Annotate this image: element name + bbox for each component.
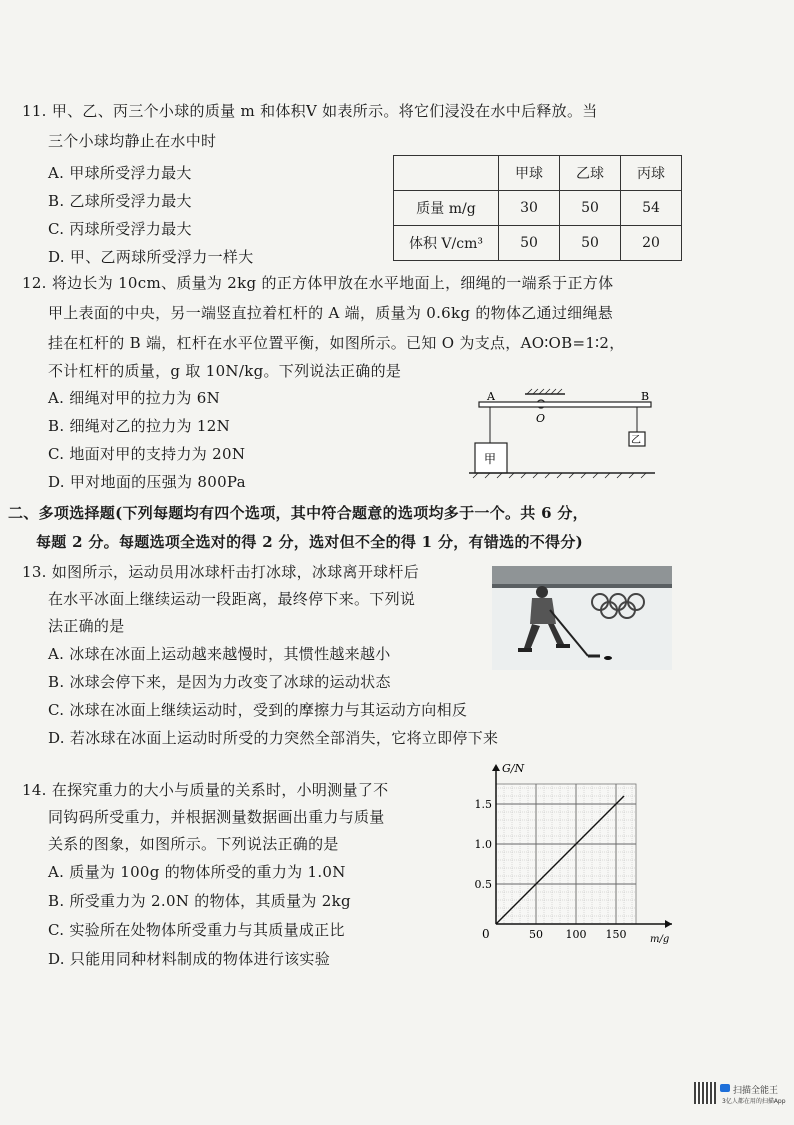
label-yi: 乙 (631, 435, 641, 446)
label-a: A (487, 390, 495, 403)
puck-icon (604, 656, 612, 660)
q11-data-table (393, 155, 682, 261)
label-jia: 甲 (484, 452, 497, 466)
q11-option-a: A. 甲球所受浮力最大 (48, 164, 192, 182)
x-axis-arrow-icon (665, 920, 672, 928)
y-tick-label: 0.5 (474, 878, 492, 891)
q13-stem-line3: 法正确的是 (48, 617, 125, 635)
x-axis-label: m/g (650, 934, 670, 945)
boards-stripe (492, 584, 672, 588)
q12-option-b: B. 细绳对乙的拉力为 12N (48, 417, 231, 435)
q12-stem-line1: 12. 将边长为 10cm、质量为 2kg 的正方体甲放在水平地面上，细绳的一端系于正方体 (22, 274, 614, 292)
table-row (394, 226, 682, 261)
table-cell: 质量 m/g (394, 191, 499, 226)
q14-option-b: B. 所受重力为 2.0N 的物体，其质量为 2kg (48, 892, 351, 910)
q14-stem-line2: 同钩码所受重力，并根据测量数据画出重力与质量 (48, 808, 385, 826)
table-cell: 50 (560, 226, 621, 261)
q14-option-a: A. 质量为 100g 的物体所受的重力为 1.0N (48, 863, 346, 881)
q14-option-c: C. 实验所在处物体所受重力与其质量成正比 (48, 921, 345, 939)
arena-boards (492, 566, 672, 584)
q11-option-c: C. 丙球所受浮力最大 (48, 220, 192, 238)
y-axis-arrow-icon (492, 764, 500, 771)
section2-heading-line2: 每题 2 分。每题选项全选对的得 2 分，选对但不全的得 1 分，有错选的不得分) (36, 533, 584, 551)
q11-stem-line1: 11. 甲、乙、丙三个小球的质量 m 和体积V 如表所示。将它们浸没在水中后释放。当 (22, 102, 598, 120)
label-o: O (536, 412, 546, 425)
q12-stem-line3: 挂在杠杆的 B 端，杠杆在水平位置平衡，如图所示。已知 O 为支点，AO∶OB=1∶2， (48, 334, 625, 352)
q11-option-b: B. 乙球所受浮力最大 (48, 192, 192, 210)
table-header-cell (394, 156, 499, 191)
table-cell: 体积 V/cm³ (394, 226, 499, 261)
table-cell: 50 (560, 191, 621, 226)
q13-stem-line2: 在水平冰面上继续运动一段距离，最终停下来。下列说 (48, 590, 416, 608)
table-header-cell: 乙球 (560, 156, 621, 191)
q13-option-a: A. 冰球在冰面上运动越来越慢时，其惯性越来越小 (48, 645, 391, 663)
table-cell: 50 (499, 226, 560, 261)
x-tick-labels (529, 928, 627, 941)
y-tick-label: 1.0 (474, 838, 492, 851)
hockey-photo (492, 566, 672, 670)
table-header-row (394, 156, 682, 191)
footer-brand: 扫描全能王 (733, 1086, 779, 1096)
q13-option-d: D. 若冰球在冰面上运动时所受的力突然全部消失，它将立即停下来 (48, 729, 499, 747)
q11-stem-line2: 三个小球均静止在水中时 (48, 132, 217, 150)
q12-option-a: A. 细绳对甲的拉力为 6N (48, 389, 221, 407)
y-tick-label: 1.5 (474, 798, 492, 811)
q13-stem-line1: 13. 如图所示，运动员用冰球杆击打冰球，冰球离开球杆后 (22, 563, 420, 581)
q12-stem-line4: 不计杠杆的质量，g 取 10N/kg。下列说法正确的是 (48, 362, 402, 380)
table-header-cell: 甲球 (499, 156, 560, 191)
scanner-logo-icon (720, 1084, 730, 1092)
footer-subtitle: 3亿人都在用的扫描App (722, 1098, 786, 1105)
x-tick-label: 50 (529, 928, 543, 941)
q14-stem-line3: 关系的图象，如图所示。下列说法正确的是 (48, 835, 339, 853)
table-cell: 30 (499, 191, 560, 226)
lever-diagram (465, 388, 665, 488)
q12-stem-line2: 甲上表面的中央，另一端竖直拉着杠杆的 A 端，质量为 0.6kg 的物体乙通过细绳悬 (48, 304, 614, 322)
table-cell: 54 (621, 191, 682, 226)
lever-bar (479, 402, 651, 407)
table-cell: 20 (621, 226, 682, 261)
gravity-mass-chart (460, 758, 680, 948)
q11-option-d: D. 甲、乙两球所受浮力一样大 (48, 248, 254, 266)
q12-option-c: C. 地面对甲的支持力为 20N (48, 445, 246, 463)
section2-heading-line1: 二、多项选择题(下列每题均有四个选项，其中符合题意的选项均多于一个。共 6 分， (8, 504, 588, 522)
q14-option-d: D. 只能用同种材料制成的物体进行该实验 (48, 950, 331, 968)
x-tick-label: 100 (565, 928, 587, 941)
table-header-cell: 丙球 (621, 156, 682, 191)
q12-option-d: D. 甲对地面的压强为 800Pa (48, 473, 246, 491)
table-row (394, 191, 682, 226)
y-axis-label: G/N (502, 762, 525, 775)
q13-option-b: B. 冰球会停下来，是因为力改变了冰球的运动状态 (48, 673, 391, 691)
origin-label: 0 (482, 927, 490, 941)
q14-stem-line1: 14. 在探究重力的大小与质量的关系时，小明测量了不 (22, 781, 389, 799)
q13-option-c: C. 冰球在冰面上继续运动时，受到的摩擦力与其运动方向相反 (48, 701, 468, 719)
y-tick-labels (475, 798, 493, 891)
label-b: B (641, 390, 650, 403)
qr-code-icon (694, 1082, 716, 1104)
x-tick-label: 150 (605, 928, 627, 941)
